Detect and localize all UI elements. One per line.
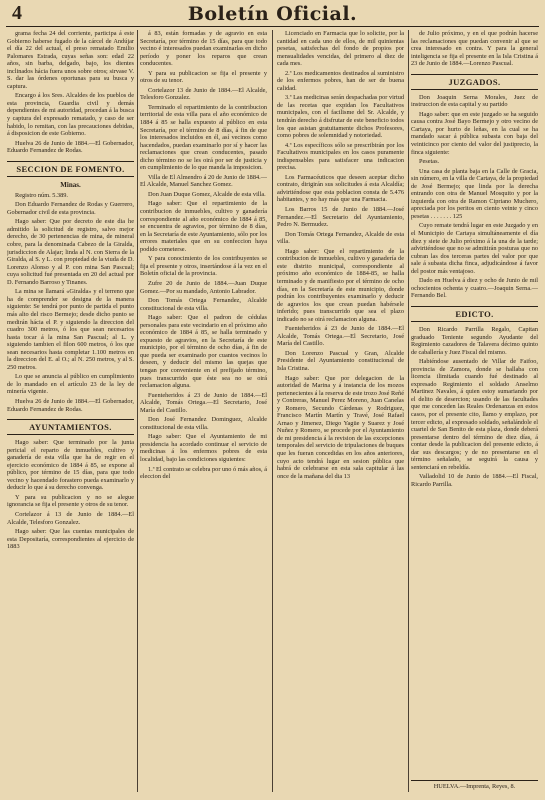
- paragraph: La mina se llamará «Giralda» y el terreno que ha de comprender se designa de la manera siguiente: Se tendrá por punto de partida el punto más alto del risco Bermejo; desde dicho punto se medirán hácia el P. y siguiendo la direccion del cuadro 300 metros, ó los que sean necesarios hasta tocar á la mina San Pascual; al L. y siguiendo tambien el filon 600 metros, ó los que sean necesarios hasta completar 1.100 metros en la direccion del E. al O.; al N. 250 metros, y al S. 250 metros.: [7, 288, 134, 371]
- paragraph: Cortelazor á 13 de Junio de 1884.—El Alcalde, Telesforo Gonzalez.: [7, 510, 134, 526]
- paragraph: Hago saber: que en este juzgado se ha seguido causa contra José Bayo Bermejo y otro vecino de Cartaya, por hurto de leñas, en la cual se ha mandado sacar á pública subasta con baja del veinticinco por ciento del valor del justiprecio, la finca siguiente:: [411, 110, 538, 156]
- paragraph: Zufre 20 de Junio de 1884.—Juan Duque Gomez.—Por su mandado, Antonio Labrador.: [140, 279, 267, 295]
- paragraph: 3.ª Las medicinas serán despachadas por virtud de las recetas que expidan los Facultativos municipales, con el facilisme del Sr. Alcalde, y tendrán derecho á disfrutar de este beneficio todos los que asistan gratuitamente dichos Profesores, como pobres de solemnidad y notoriedad.: [277, 94, 404, 140]
- paragraph: Los Barros 15 de Junio de 1884.—José Fernandez.—El Secretario del Ayuntamiento, Pedro N. Bermudez.: [277, 206, 404, 229]
- paragraph: Hago saber: Que el padron de cédulas personales para este vecindario en el próximo año económico de 1884 á 85, se halla terminado y expuesto de agravios, en la Secretaría de este municipio, por el término de ocho días, á fin de que pueda ser examinado por cuantos vecinos lo deseen, y deducir del mismo las quejas que tengan por conveniente en el prefijado término, pues transcurrido que éste sea no se oirá reclamacion alguna.: [140, 314, 267, 390]
- paragraph: Hago saber: Que el repartimiento de la contribucion de inmuebles, cultivo y ganadería de este distrito municipal, correspondiente al próximo año económico de 1884-85, se halla terminado y de manifiesto por el término de ocho días, en la Secretaría de este municipio, donde podrán los contribuyentes examinarlo y deducir de agravios los que crean puedan habérsele inferido; pues transcurrido que sea el plazo indicado no se oirá reclamacion alguna.: [277, 247, 404, 323]
- paragraph: Hago saber: Que el Ayuntamiento de mi presidencia ha acordado continuar el servicio de medicinas á los enfermos pobres de esta localidad, bajo las condiciones siguientes:: [140, 433, 267, 463]
- paragraph: Don Joaquin Serna Morales, Juez de instruccion de esta capital y su partido: [411, 93, 538, 109]
- column-divider: [272, 30, 273, 792]
- paragraph: Hago saber: Que terminado por la junta pericial el reparto de inmuebles, cultivo y ganadería de esta villa que ha de regir en el ejercicio económico de 1884 á 85, se expone al público, por término de 15 días, para que todo vecino y hacendado forastero pueda examinarlo y deducir lo que á su derecho convenga.: [7, 439, 134, 492]
- paragraph: Don Ricardo Parrilla Regalo, Capitan graduado Teniente segundo Ayudante del Regimiento cazadores de Talavera décimo quinto de caballería y Juez Fiscal del mismo.: [411, 325, 538, 356]
- column-divider: [137, 30, 138, 792]
- paragraph: Cuyo remate tendrá lugar en este Juzgado y en el Municipio de Cartaya simultáneamente el día diez y siete de Julio próximo á la una de la tarde; advirtiéndose que no se admitirán posturas que no cubran las dos terceras partes del valor por que sale á subasta dicha finca, adjudicándose á favor del postor más ventajoso.: [411, 222, 538, 275]
- column-4: [411, 30, 538, 790]
- paragraph: Don Lorenzo Pascual y Gran, Alcalde Presidente del Ayuntamiento constitucional de Isla Cristina.: [277, 349, 404, 372]
- paragraph: Habiéndose ausentado de Villar de Faifoo, provincia de Zamora, donde se hallaba con licencia ilimitada cuando fué destinado al expresado Regimiento el soldado Anselmo Martinez Navales, á quien estoy sumariando por el delito de desercion; usando de las facultades que me conceden las Reales Ordenanzas en estos casos, por el presente cito, llamo y emplazo, por tercer edicto, al expresado soldado, señalándole el cuartel de San Benito de esta plaza, donde deberá presentarse dentro del término de diez días, á contar desde la publicacion del presente edicto, á dar sus descargos; y de no presentarse en el término señalado, se seguirá la causa y sentenciará en rebeldía.: [411, 358, 538, 471]
- paragraph: grama fecha 24 del corriente, participa á este Gobierno haberse fugado de la cárcel de Andújar el día 22 del actual, el preso rematado Emilio Palomares Estrada, cuyas señas son: edad 22 años, sin barba, delgado, bajo, los dientes inclinados hácia fuera unos sobre otros; sirvase V. S. dar las órdenes oportunas para su busca y captura.: [7, 30, 134, 90]
- paragraph: de Julio próximo, y en el que podrán hacerse las reclamaciones que puedan convenir al que se crea interesado en contra. Y para la general inteligencia se fija el presente en la Isla Cristina á 23 de Junio de 1884.—Lorenzo Pascual.: [411, 30, 538, 68]
- paragraph: Encargo á los Sres. Alcaldes de los pueblos de esta provincia, Guardia civil y demás dependientes de mi autoridad, procedan á la busca y captura del expresado rematado, y caso de ser habido, lo remitan, con las precauciones debidas, á disposicion de este Gobierno.: [7, 92, 134, 138]
- page-header: [0, 0, 545, 26]
- paragraph: Pesetas.: [419, 158, 440, 166]
- paragraph: Los Farmacéuticos que deseen aceptar dicho contrato, dirigirán sus solicitudes á esta Alcaldía; advirtiéndose que esta poblacion consta de 5.476 habitantes, y no hay más que una Farmacia.: [277, 173, 404, 204]
- section-heading: JUZGADOS.: [411, 74, 538, 90]
- printer-imprint: HUELVA.—Imprenta, Reyes, 8.: [411, 780, 538, 790]
- paragraph: Cortelazor 13 de Junio de 1884.—El Alcalde, Telesforo Gonzalez.: [140, 86, 267, 102]
- paragraph: Hago saber: Que las cuentas municipales de esta Depositaría, correspondientes al ejercicio de 1883: [7, 528, 134, 551]
- subsection-heading: Minas.: [60, 180, 81, 189]
- column-1: [7, 30, 134, 790]
- paragraph: Don Eduardo Fernandez de Rodas y Guerrero, Gobernador civil de esta provincia.: [7, 201, 134, 216]
- paragraph: Terminado el repartimiento de la contribucion territorial de esta villa para el año económico de 1884 á 85 se halla expuesto al público en esta Secretaría, por el término de 8 días, á fin de que los interesados incluidos en él, así vecinos como hacendados, puedan examinarlo por sí y hacer las reclamaciones que crean conducentes, pasado dicho término no se les oirá por ser de justicia y en cumplimiento de lo que manda la imposicion.: [140, 103, 267, 172]
- paragraph: Villa de El Almendro á 20 de Junio de 1884.—El Alcalde, Manuel Sanchez Gomez.: [140, 173, 267, 189]
- paragraph: Registro núm. 5.389.: [15, 191, 68, 199]
- paragraph: Don Juan Duque Gomez, Alcalde de esta villa.: [148, 190, 266, 198]
- paragraph: 1.ª El contrato se celebra por uno ó más años, á eleccion del: [140, 465, 267, 481]
- header-rule: [6, 26, 539, 27]
- paragraph: Y para conocimiento de los contribuyentes se fija el presente y otros, insertándose á la vez en el Boletín oficial de la provincia.: [140, 255, 267, 278]
- paragraph: Huelva 26 de Junio de 1884.—El Gobernador, Eduardo Fernandez de Rodas.: [7, 397, 134, 413]
- column-3: [277, 30, 404, 790]
- column-2: [140, 30, 267, 790]
- paragraph: Hago saber: Que por delegacion de la autoridad de Marina y á instancia de los mozos pertenecientes á la reserva de este trozo José Reñé y Contreras, Manuel Perez Moreno, Juan Canelas y Romero, Secundo Cárdenas y Rodriguez, Francisco Martín Martín y Travé, José Rafael Arnao y Jimenez, Diego Yagüe y Suarez y José Nuñez y Romero, se procede por el Ayuntamiento de mi presidencia á la revision de las excepciones temporales del servicio de tripulaciones de buques que les fueran concedidas en los años anteriores, cuyo acto tendrá lugar en sesion pública que habrá de celebrarse en esta sala capitular á las once de la mañana del dia 13: [277, 374, 404, 480]
- paragraph: Don Tomás Ortega Fernandez, Alcalde de esta villa.: [277, 230, 404, 246]
- section-heading: EDICTO.: [411, 306, 538, 322]
- paragraph: Huelva 26 de Junio de 1884.—El Gobernador, Eduardo Fernandez de Rodas.: [7, 139, 134, 155]
- paragraph: Don José Fernandez Dominguez, Alcalde constitucional de esta villa.: [140, 416, 267, 431]
- paragraph: Hago saber: Que por decreto de este dia he admitido la solicitud de registro, salvo mejor derecho, de 30 pertenencias de mina, de mineral cobre, para la denominada Cabezo de la Giralda, jurisdiccion de Alajar; linda al N. con Sierra de la Giralda, al S. y L. con propiedad de la viuda de D. Lorenzo Alonso y al P. con mina San Pascual; cuya solicitud fué presentada en 20 del actual por D. Fernando Barroso y Tinanes.: [7, 218, 134, 286]
- paragraph: Licenciado en Farmacia que lo solicite, por la cantidad en cada uno de ellos, de mil quinientas pesetas, satisfechas del fondo de propios por mensualidades vencidas, del primero al diez de cada mes.: [277, 30, 404, 68]
- paragraph: 2.ª Los medicamentos destinados al suministro de los enfermos pobres, han de ser de buena calidad.: [277, 69, 404, 92]
- section-heading: AYUNTAMIENTOS.: [7, 419, 134, 435]
- paragraph: Lo que se anuncia al público en cumplimiento de lo mandado en el artículo 23 de la ley de minería vigente.: [7, 373, 134, 396]
- column-divider: [408, 30, 409, 792]
- page-number: 4: [12, 2, 22, 24]
- section-heading: SECCION DE FOMENTO.: [7, 161, 134, 177]
- paragraph: Y para su publicacion y no se alegue ignorancia se fija el presente y otros de su tenor.: [7, 493, 134, 509]
- paragraph: Valladolid 10 de Junio de 1884.—El Fiscal, Ricardo Parrilla.: [411, 473, 538, 488]
- paragraph: Y para su publicacion se fija el presente y otros de su tenor.: [140, 69, 267, 85]
- paragraph: Fuenteheridos á 23 de Junio de 1884.—El Alcalde, Tomás Ortega.—El Secretario, José María del Castillo.: [140, 391, 267, 414]
- paragraph: Hago saber: Que el repartimiento de la contribucion de inmuebles, cultivo y ganadería correspondiente al año económico de 1884 á 85, se encuentra de agravios, por término de 8 días, en la Secretaría de este Ayuntamiento, sólo por los errores materiales que en su confeccion haya podido cometerse.: [140, 200, 267, 253]
- paragraph: á 83, están formadas y de agravio en esta Secretaría, por término de 15 días, para que todo vecino é interesados puedan examinarlas en dicho período y poner los reparos que crean conducentes.: [140, 30, 267, 68]
- paragraph: Don Tomás Ortega Fernandez, Alcalde constitucional de esta villa.: [140, 297, 267, 312]
- page-title: Boletín Oficial.: [187, 3, 358, 25]
- paragraph: Una casa de planta baja en la Calle de Gracia, sin número, en la villa de Cartaya, de la propiedad de José Bermejo; que linda por la derecha entrando con otra de Manuel Mosquito y por la izquierda con otra de Ramon Cipriano Muchero, apreciada por los peritos en ciento veinte y cinco pesetas . . . . . . . 125: [411, 167, 538, 220]
- paragraph: Fuenteheridos á 23 de Junio de 1884.—El Alcalde, Tomás Ortega.—El Secretario, José María del Castillo.: [277, 325, 404, 348]
- paragraph: Dado en Huelva á diez y ocho de Junio de mil ochocientos ochenta y cuatro.—Joaquin Serna.—Fernando Bel.: [411, 277, 538, 300]
- paragraph: 4.ª Los específicos sólo se prescribirán por los Facultativos municipales en los casos puramente indispensables para satisfacer una indicacion precisa.: [277, 141, 404, 172]
